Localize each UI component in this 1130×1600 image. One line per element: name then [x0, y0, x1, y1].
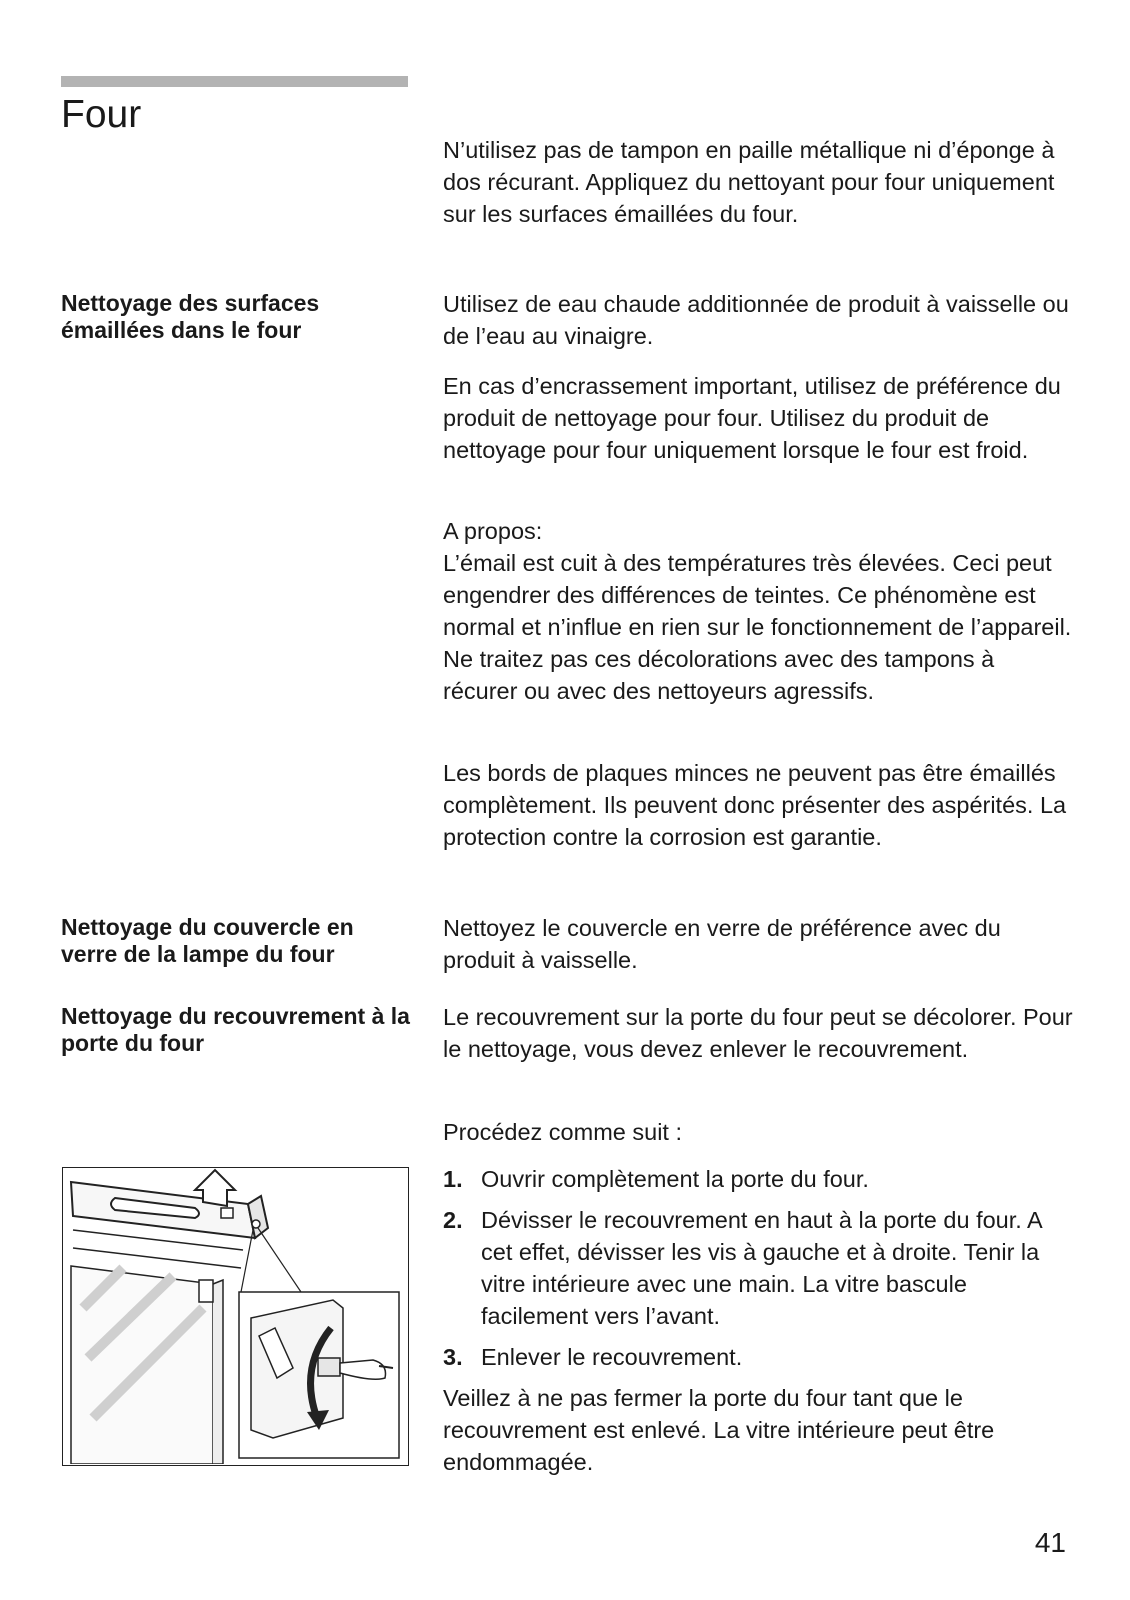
step-2	[443, 1204, 1073, 1332]
procedure-label: Procédez comme suit :	[443, 1119, 683, 1145]
enamel-paragraph-2: En cas d’encrassement important, utilisez de préférence du produit de nettoyage pour four. Utilisez du produit de nettoyage pour four uniquement lorsque le four est froid.	[443, 373, 1061, 463]
intro-paragraph: N’utilisez pas de tampon en paille métallique ni d’éponge à dos récurant. Appliquez du nettoyant pour four uniquement sur les surfaces émaillées du four.	[443, 137, 1055, 227]
warning-paragraph: Veillez à ne pas fermer la porte du four tant que le recouvrement est enlevé. La vitre intérieure peut être endommagée.	[443, 1385, 995, 1475]
enamel-note-text: L’émail est cuit à des températures très élevées. Ceci peut engendrer des différences de teintes. Ce phénomène est normal et n’influe en rien sur le fonctionnement de l’appareil. Ne traitez pas ces décolorations avec des tampons à récurer ou avec des nettoyeurs agressifs.	[443, 550, 1072, 704]
door-cover-illustration	[62, 1167, 409, 1466]
step-number: 2.	[443, 1207, 463, 1233]
step-number: 1.	[443, 1166, 463, 1192]
oven-door-drawing	[63, 1168, 407, 1464]
heading-enamel-cleaning: Nettoyage des surfaces émaillées dans le four	[61, 290, 320, 343]
heading-door-cover: Nettoyage du recouvrement à la porte du four	[61, 1003, 410, 1056]
page-number: 41	[1034, 1527, 1066, 1558]
section-rule	[61, 76, 408, 87]
heading-lamp-cover: Nettoyage du couvercle en verre de la lampe du four	[61, 914, 354, 967]
step-text: Dévisser le recouvrement en haut à la porte du four. A cet effet, dévisser les vis à gauche et à droite. Tenir la vitre intérieure avec une main. La vitre bascule facilement vers l’avant.	[481, 1207, 1042, 1329]
step-text: Ouvrir complètement la porte du four.	[481, 1166, 869, 1192]
step-number: 3.	[443, 1344, 463, 1370]
step-3	[443, 1341, 1073, 1373]
page-title: Four	[61, 93, 142, 136]
lamp-paragraph: Nettoyez le couvercle en verre de préférence avec du produit à vaisselle.	[443, 915, 1001, 973]
enamel-paragraph-1: Utilisez de eau chaude additionnée de produit à vaisselle ou de l’eau au vinaigre.	[443, 291, 1069, 349]
step-1	[443, 1163, 1073, 1195]
step-text: Enlever le recouvrement.	[481, 1344, 743, 1370]
door-paragraph: Le recouvrement sur la porte du four peut se décolorer. Pour le nettoyage, vous devez enlever le recouvrement.	[443, 1004, 1073, 1062]
enamel-note-label: A propos:	[443, 518, 543, 544]
enamel-paragraph-3: Les bords de plaques minces ne peuvent pas être émaillés complètement. Ils peuvent donc présenter des aspérités. La protection contre la corrosion est garantie.	[443, 760, 1067, 850]
